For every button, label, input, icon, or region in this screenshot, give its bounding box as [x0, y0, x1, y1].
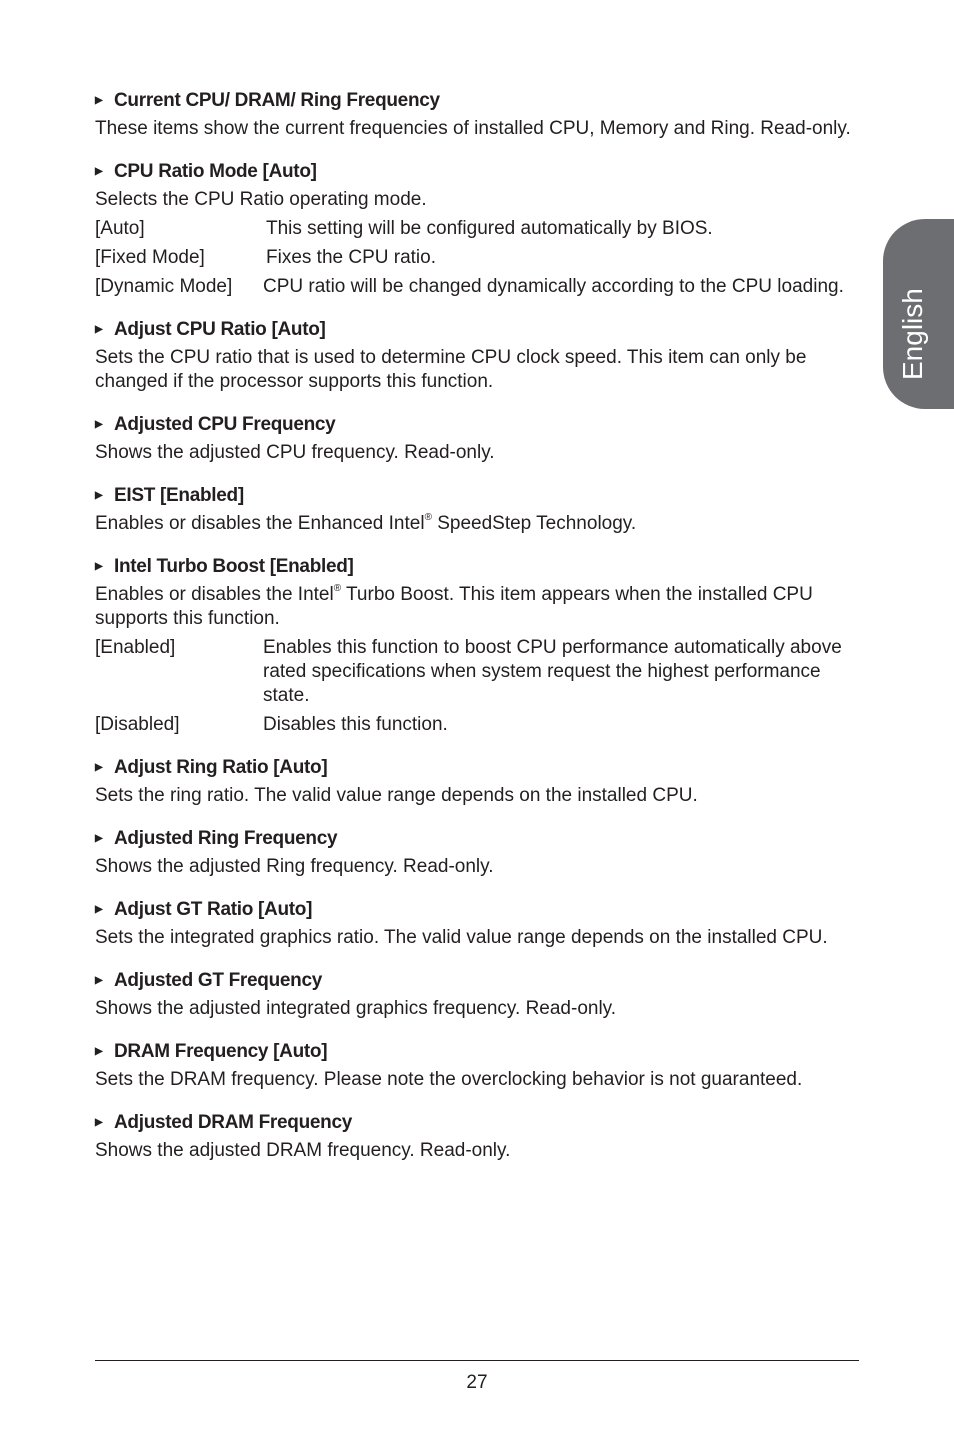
option-value: This setting will be configured automatically by BIOS.	[266, 218, 713, 239]
setting-heading: ▶ Adjust CPU Ratio [Auto]	[95, 317, 855, 343]
option-value: CPU ratio will be changed dynamically according to the CPU loading.	[263, 276, 844, 297]
option-row	[95, 275, 855, 299]
setting-heading: ▶ Current CPU/ DRAM/ Ring Frequency	[95, 88, 855, 114]
setting-adjusted-cpu-frequency	[95, 412, 855, 465]
setting-dram-frequency	[95, 1039, 855, 1092]
option-value: Disables this function.	[263, 714, 448, 735]
triangle-bullet-icon: ▶	[95, 1046, 103, 1057]
setting-description: These items show the current frequencies of installed CPU, Memory and Ring. Read-only.	[95, 118, 851, 139]
triangle-bullet-icon: ▶	[95, 904, 103, 915]
option-row	[95, 713, 855, 737]
setting-heading: ▶ Adjusted GT Frequency	[95, 968, 855, 994]
setting-heading: ▶ Adjusted DRAM Frequency	[95, 1110, 855, 1136]
triangle-bullet-icon: ▶	[95, 419, 103, 430]
setting-eist	[95, 483, 855, 536]
footer-divider	[95, 1360, 859, 1361]
option-key: [Disabled]	[95, 714, 180, 735]
triangle-bullet-icon: ▶	[95, 324, 103, 335]
triangle-bullet-icon: ▶	[95, 490, 103, 501]
option-row	[95, 636, 855, 708]
setting-intel-turbo-boost	[95, 554, 855, 737]
setting-adjust-ring-ratio	[95, 755, 855, 808]
triangle-bullet-icon: ▶	[95, 833, 103, 844]
option-key: [Dynamic Mode]	[95, 276, 233, 297]
option-key: [Fixed Mode]	[95, 247, 205, 268]
setting-description: Shows the adjusted CPU frequency. Read-only.	[95, 442, 495, 463]
page-number: 27	[466, 1372, 488, 1393]
setting-heading: ▶ Adjust Ring Ratio [Auto]	[95, 755, 855, 781]
setting-cpu-ratio-mode	[95, 159, 855, 299]
option-row	[95, 217, 855, 241]
triangle-bullet-icon: ▶	[95, 975, 103, 986]
setting-description: Enables or disables the Intel® Turbo Boost. This item appears when the installed CPU supports this function.	[95, 582, 813, 629]
option-row	[95, 246, 855, 270]
setting-heading: ▶ DRAM Frequency [Auto]	[95, 1039, 855, 1065]
registered-mark: ®	[424, 511, 432, 523]
option-value: Enables this function to boost CPU performance automatically above rated specifications when system request the highest performance state.	[263, 637, 842, 706]
setting-description: Sets the CPU ratio that is used to determine CPU clock speed. This item can only be changed if the processor supports this function.	[95, 347, 807, 392]
language-tab-label: English	[897, 288, 928, 380]
setting-heading: ▶ Adjusted CPU Frequency	[95, 412, 855, 438]
option-value: Fixes the CPU ratio.	[266, 247, 436, 268]
triangle-bullet-icon: ▶	[95, 561, 103, 572]
setting-heading: ▶ Adjust GT Ratio [Auto]	[95, 897, 855, 923]
option-key: [Enabled]	[95, 637, 176, 658]
manual-content	[95, 88, 855, 1181]
setting-adjust-gt-ratio	[95, 897, 855, 950]
setting-adjusted-ring-frequency	[95, 826, 855, 879]
setting-heading: ▶ CPU Ratio Mode [Auto]	[95, 159, 855, 185]
setting-description: Sets the DRAM frequency. Please note the overclocking behavior is not guaranteed.	[95, 1069, 803, 1090]
registered-mark: ®	[333, 582, 342, 594]
setting-adjust-cpu-ratio	[95, 317, 855, 394]
triangle-bullet-icon: ▶	[95, 762, 103, 773]
setting-current-frequency	[95, 88, 855, 141]
option-key: [Auto]	[95, 218, 145, 239]
setting-description: Sets the ring ratio. The valid value range depends on the installed CPU.	[95, 785, 698, 806]
triangle-bullet-icon: ▶	[95, 95, 103, 106]
setting-description: Enables or disables the Enhanced Intel® SpeedStep Technology.	[95, 511, 637, 534]
setting-heading: ▶ Intel Turbo Boost [Enabled]	[95, 554, 855, 580]
setting-description: Shows the adjusted integrated graphics frequency. Read-only.	[95, 998, 617, 1019]
setting-adjusted-gt-frequency	[95, 968, 855, 1021]
setting-heading: ▶ EIST [Enabled]	[95, 483, 855, 509]
setting-heading: ▶ Adjusted Ring Frequency	[95, 826, 855, 852]
setting-description: Sets the integrated graphics ratio. The valid value range depends on the installed CPU.	[95, 927, 828, 948]
setting-description: Shows the adjusted Ring frequency. Read-only.	[95, 856, 494, 877]
setting-description: Selects the CPU Ratio operating mode.	[95, 189, 427, 210]
triangle-bullet-icon: ▶	[95, 166, 103, 177]
triangle-bullet-icon: ▶	[95, 1117, 103, 1128]
setting-description: Shows the adjusted DRAM frequency. Read-only.	[95, 1140, 511, 1161]
setting-adjusted-dram-frequency	[95, 1110, 855, 1163]
